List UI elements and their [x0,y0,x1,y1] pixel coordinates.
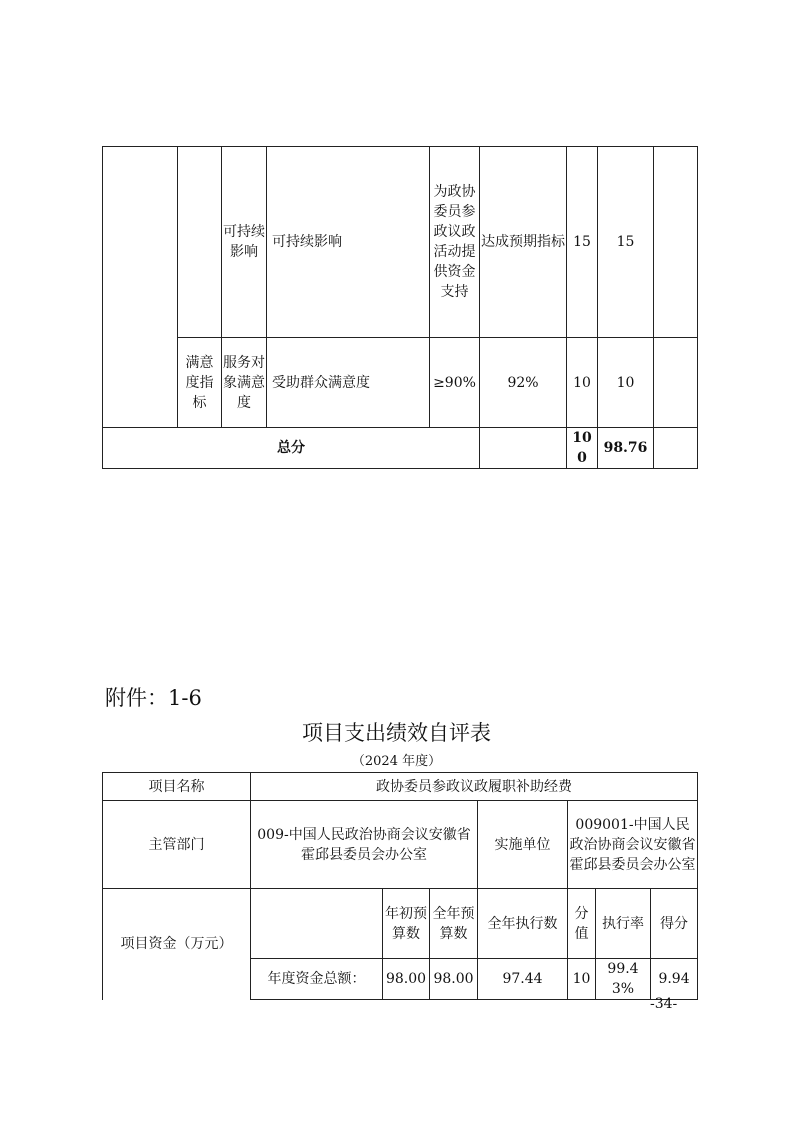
form-year: （2024 年度） [351,754,442,769]
project-name-value: 政协委员参政议政履职补助经费 [251,773,698,801]
col-rate: 执行率 [596,889,651,959]
total-score: 9.94 [651,959,698,1000]
target-value-cell: 为政协委员参政议政活动提供资金支持 [430,147,480,338]
total-weight: 100 [567,428,598,469]
project-name-label: 项目名称 [103,773,251,801]
form-title: 项目支出绩效自评表 [302,721,491,745]
col-score: 得分 [651,889,698,959]
col-full-year-budget: 全年预算数 [430,889,478,959]
primary-indicator-cell: 满意度指标 [178,338,222,428]
total-label: 总分 [103,428,480,469]
table-row [103,801,698,889]
score-cell: 10 [598,338,654,428]
total-actual-cell [480,428,567,469]
target-value-cell: ≥90% [430,338,480,428]
funds-header-blank [251,889,383,959]
total-initial: 98.00 [383,959,430,1000]
project-expenditure-table [102,772,698,1000]
indicator-name-cell: 可持续影响 [267,147,430,338]
table-row [103,147,698,338]
note-cell [654,147,698,338]
col-weight: 分值 [568,889,596,959]
table-row [103,889,698,959]
col-execution: 全年执行数 [478,889,568,959]
attachment-label: 附件：1-6 [105,686,202,710]
impl-label: 实施单位 [478,801,568,889]
actual-value-cell: 92% [480,338,567,428]
total-weight: 10 [568,959,596,1000]
weight-cell: 15 [567,147,598,338]
score-cell: 15 [598,147,654,338]
impl-value: 009001-中国人民政治协商会议安徽省霍邱县委员会办公室 [568,801,698,889]
total-funds-label: 年度资金总额： [251,959,383,1000]
note-cell [654,338,698,428]
dept-label: 主管部门 [103,801,251,889]
total-full-year: 98.00 [430,959,478,1000]
performance-indicator-table [102,146,698,469]
total-score: 98.76 [598,428,654,469]
table-row [103,773,698,801]
indicator-name-cell: 受助群众满意度 [267,338,430,428]
actual-value-cell: 达成预期指标 [480,147,567,338]
primary-indicator-cell [178,147,222,338]
col-initial-budget: 年初预算数 [383,889,430,959]
table-row [103,338,698,428]
dept-value: 009-中国人民政治协商会议安徽省霍邱县委员会办公室 [251,801,478,889]
total-execution: 97.44 [478,959,568,1000]
total-row [103,428,698,469]
secondary-indicator-cell: 服务对象满意度 [222,338,267,428]
weight-cell: 10 [567,338,598,428]
total-rate: 99.43% [596,959,651,1000]
secondary-indicator-cell: 可持续影响 [222,147,267,338]
funds-label: 项目资金（万元） [103,889,251,1000]
first-level-indicator-cell [103,147,178,428]
total-note-cell [654,428,698,469]
page-number: -34- [650,996,678,1012]
